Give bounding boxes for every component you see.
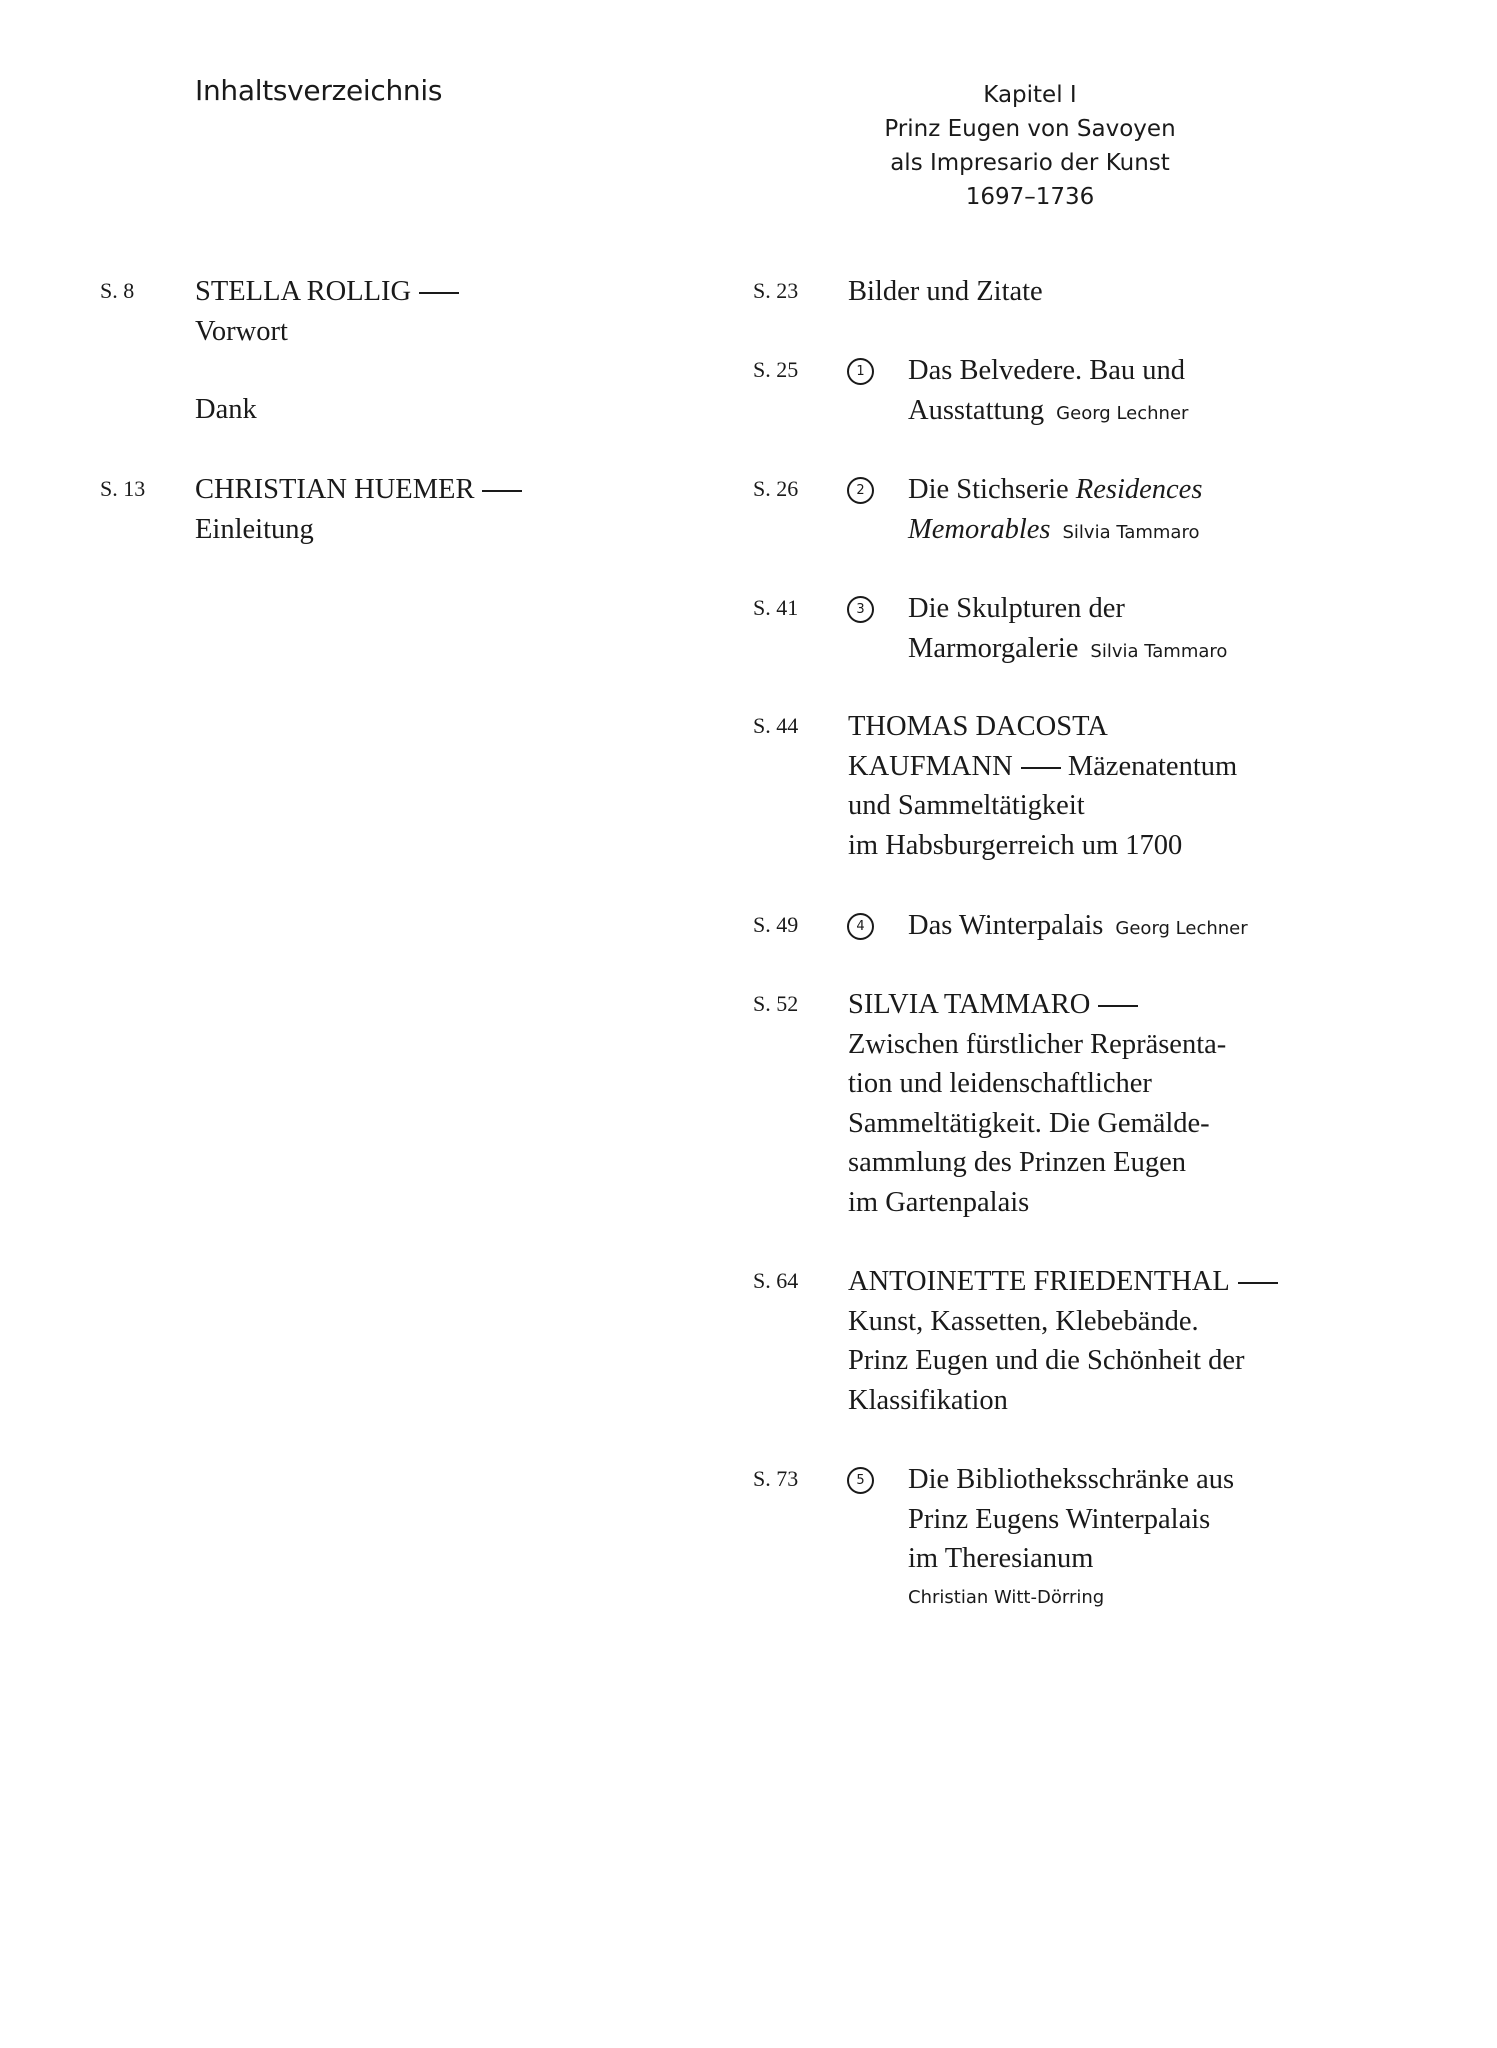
entry-author: THOMAS DACOSTA	[848, 711, 1108, 742]
entry-author: SILVIA TAMMARO	[848, 989, 1091, 1020]
entry-title-line: Mäzenatentum	[1067, 750, 1238, 782]
entry-title-line: im Theresianum	[908, 1543, 1094, 1574]
section-number-badge: 1	[847, 358, 874, 385]
entry-title-line: Die Bibliotheksschränke aus	[908, 1464, 1235, 1495]
entry-author: ANTOINETTE FRIEDENTHAL	[848, 1266, 1230, 1297]
entry-author: CHRISTIAN HUEMER	[195, 474, 475, 505]
entry-title: Die Stichserie	[908, 474, 1069, 505]
entry-title-line: Das Belvedere. Bau und	[908, 355, 1185, 386]
document-title: Inhaltsverzeichnis	[195, 74, 443, 107]
entry-title-line: Prinz Eugen und die Schönheit der	[848, 1345, 1245, 1376]
page-number: S. 26	[753, 476, 799, 501]
entry-title-line: Kunst, Kassetten, Klebebände.	[848, 1305, 1199, 1337]
entry-title-line: Marmorgalerie	[908, 632, 1079, 664]
entry-author: Georg Lechner	[1056, 402, 1189, 424]
entry-author: Silvia Tammaro	[1090, 640, 1228, 662]
entry-title-line: sammlung des Prinzen Eugen	[848, 1147, 1186, 1178]
page-number: S. 44	[753, 713, 799, 738]
entry-title-line: tion und leidenschaftlicher	[848, 1068, 1152, 1099]
page-number: S. 8	[100, 278, 135, 303]
entry-title-line: Sammeltätigkeit. Die Gemälde-	[848, 1107, 1210, 1139]
entry-title: Dank	[195, 394, 257, 425]
entry-title-line: Die Skulpturen der	[908, 593, 1125, 624]
entry-title: Vorwort	[195, 315, 288, 347]
chapter-title-line: Prinz Eugen von Savoyen	[884, 116, 1176, 142]
entry-title-line: und Sammeltätigkeit	[848, 790, 1085, 821]
entry-author: STELLA ROLLIG	[195, 276, 412, 307]
page-number: S. 49	[753, 912, 799, 937]
entry-title: Bilder und Zitate	[848, 276, 1043, 307]
em-dash	[1021, 767, 1061, 769]
page-number: S. 73	[753, 1466, 799, 1491]
page-number: S. 25	[753, 357, 799, 382]
entry-author: Silvia Tammaro	[1062, 521, 1200, 543]
entry-title-italic: Memorables	[908, 513, 1051, 545]
section-number-badge: 5	[847, 1467, 874, 1494]
chapter-years: 1697–1736	[965, 184, 1095, 210]
page-number: S. 52	[753, 991, 799, 1016]
section-number-badge: 3	[847, 596, 874, 623]
entry-title-line: Ausstattung	[908, 394, 1045, 426]
entry-title-line: Prinz Eugens Winterpalais	[908, 1503, 1211, 1535]
chapter-heading	[880, 78, 1180, 214]
entry-title-line: Klassifikation	[848, 1384, 1008, 1416]
entry-author: Christian Witt-Dörring	[908, 1586, 1105, 1608]
page-number: S. 41	[753, 595, 799, 620]
em-dash	[482, 490, 522, 492]
entry-title: Einleitung	[195, 513, 314, 545]
entry-title-italic: Residences	[1075, 474, 1203, 505]
em-dash	[419, 292, 459, 294]
entry-title: Das Winterpalais	[908, 910, 1104, 941]
chapter-label: Kapitel I	[983, 82, 1077, 108]
entry-title-line: im Habsburgerreich um 1700	[848, 829, 1183, 861]
em-dash	[1098, 1005, 1138, 1007]
entry-title-line: im Gartenpalais	[848, 1186, 1030, 1218]
entry-author: Georg Lechner	[1115, 918, 1248, 939]
chapter-title-line: als Impresario der Kunst	[890, 150, 1170, 176]
page-number: S. 23	[753, 278, 799, 303]
page-number: S. 64	[753, 1268, 799, 1293]
page-number: S. 13	[100, 476, 146, 501]
entry-title-line: Zwischen fürstlicher Repräsenta-	[848, 1028, 1227, 1060]
section-number-badge: 4	[847, 913, 874, 940]
section-number-badge: 2	[847, 477, 874, 504]
em-dash	[1238, 1282, 1278, 1284]
entry-author: KAUFMANN	[848, 750, 1013, 782]
